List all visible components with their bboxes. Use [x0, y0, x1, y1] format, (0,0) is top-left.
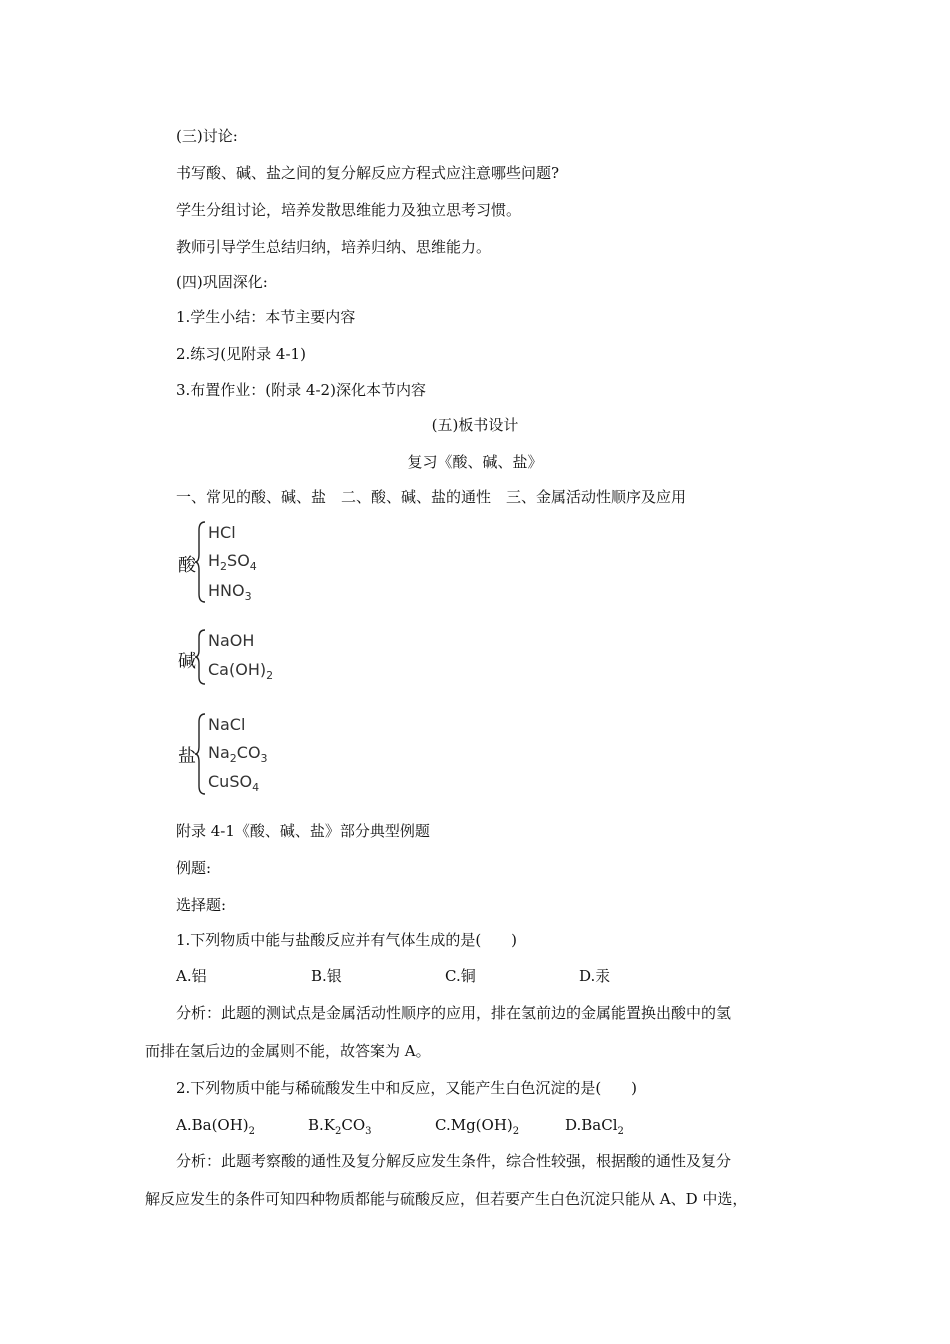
question-2: 2.下列物质中能与稀硫酸发生中和反应，又能产生白色沉淀的是( ): [176, 1079, 638, 1097]
acid-hno3: $HNO_3$: [208, 581, 252, 604]
base-naoh: NaOH: [208, 631, 255, 650]
q2-option-b: $B.K_2CO_3$: [308, 1116, 372, 1137]
q1-analysis-line-2: 而排在氢后边的金属则不能，故答案为 A。: [145, 1042, 431, 1060]
salt-cuso4: CuSO$_4$: [208, 772, 260, 795]
consolidate-heading: (四)巩固深化:: [176, 273, 268, 291]
q1-option-d: D.汞: [579, 967, 611, 985]
discussion-line-1: 学生分组讨论，培养发散思维能力及独立思考习惯。: [176, 201, 522, 219]
appendix-examples: 例题:: [176, 859, 212, 877]
consolidate-item-2: 2.练习(见附录 4-1): [176, 345, 306, 363]
board-title: 复习《酸、碱、盐》: [407, 453, 543, 471]
acid-label: 酸: [178, 555, 196, 576]
salt-brace: [195, 712, 207, 796]
q1-option-b: B.银: [311, 967, 342, 985]
board-heading: (五)板书设计: [431, 416, 519, 434]
question-1: 1.下列物质中能与盐酸反应并有气体生成的是( ): [176, 931, 518, 949]
q1-option-c: C.铜: [445, 967, 476, 985]
discussion-question: 书写酸、碱、盐之间的复分解反应方程式应注意哪些问题?: [176, 164, 560, 182]
discussion-line-2: 教师引导学生总结归纳，培养归纳、思维能力。: [176, 238, 492, 256]
base-caoh2: $Ca(OH)_2$: [208, 660, 274, 683]
base-label: 碱: [178, 651, 196, 672]
consolidate-item-1: 1.学生小结：本节主要内容: [176, 308, 356, 326]
q2-option-a: $A.Ba(OH)_2$: [176, 1116, 256, 1137]
salt-label: 盐: [178, 746, 196, 767]
discussion-heading: (三)讨论:: [176, 127, 238, 145]
q2-analysis-line-2: 解反应发生的条件可知四种物质都能与硫酸反应，但若要产生白色沉淀只能从 A、D 中选，: [145, 1190, 748, 1208]
salt-na2co3: $Na_2CO_3$: [208, 743, 268, 766]
base-brace: [195, 628, 207, 686]
q2-option-c: $C.Mg(OH)_2$: [435, 1116, 520, 1137]
q1-option-a: A.铝: [176, 967, 207, 985]
salt-nacl: NaCl: [208, 715, 246, 734]
board-sections: 一、常见的酸、碱、盐 二、酸、碱、盐的通性 三、金属活动性顺序及应用: [176, 488, 687, 506]
acid-brace: [195, 520, 207, 604]
q2-analysis-line-1: 分析：此题考察酸的通性及复分解反应发生条件，综合性较强，根据酸的通性及复分: [176, 1152, 732, 1170]
appendix-choice: 选择题:: [176, 896, 227, 914]
acid-hcl: HCl: [208, 523, 236, 542]
appendix-title: 附录 4-1《酸、碱、盐》部分典型例题: [176, 822, 430, 840]
acid-h2so4: $H_2SO_4$: [208, 551, 257, 574]
consolidate-item-3: 3.布置作业：(附录 4-2)深化本节内容: [176, 381, 426, 399]
q2-option-d: D.BaCl$_2$: [565, 1116, 624, 1137]
q1-analysis-line-1: 分析：此题的测试点是金属活动性顺序的应用，排在氢前边的金属能置换出酸中的氢: [176, 1004, 732, 1022]
